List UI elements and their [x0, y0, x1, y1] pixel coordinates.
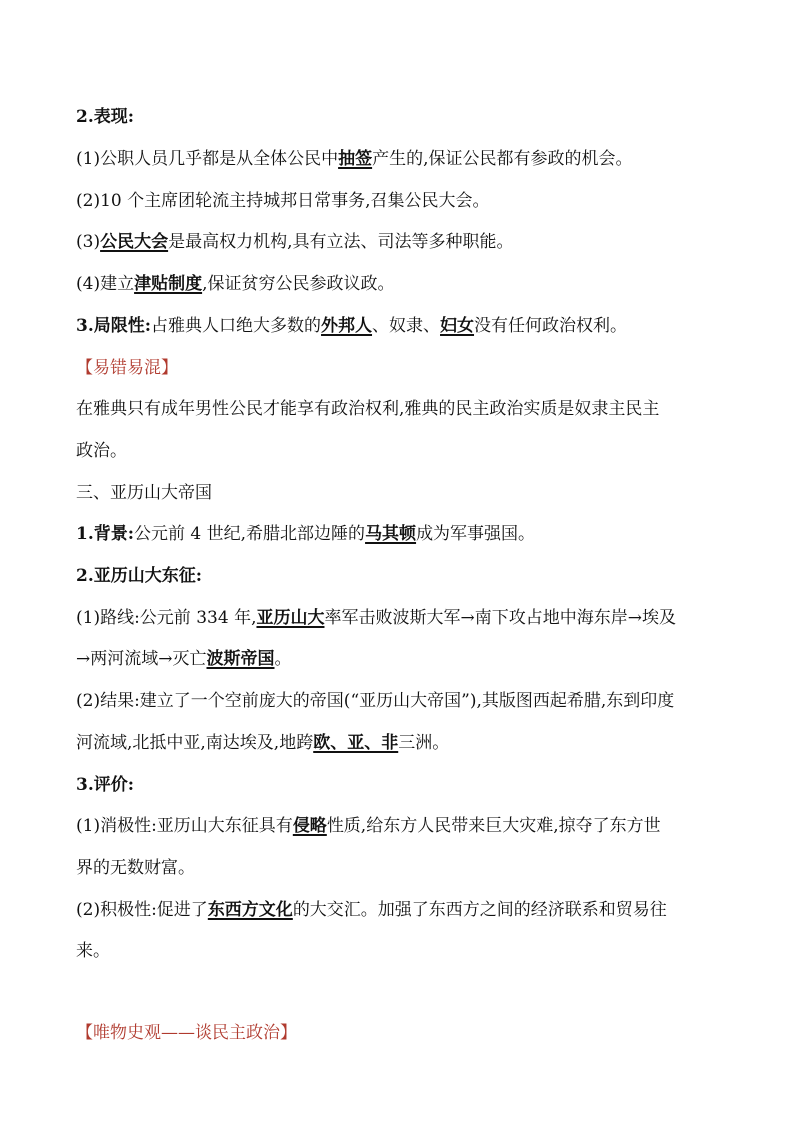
paragraph-limitation [76, 314, 627, 338]
sub-heading: 3.局限性: [76, 316, 152, 336]
tip-text-line-1: 在雅典只有成年男性公民才能享有政治权利,雅典的民主政治实质是奴隶主民主 [76, 399, 660, 419]
text: 成为军事强国。 [416, 524, 536, 544]
key-term: 东西方文化 [207, 900, 293, 920]
sub-heading-eastern-expedition: 2.亚历山大东征: [76, 566, 203, 586]
key-term: 欧、亚、非 [313, 733, 399, 753]
text: 河流域,北抵中亚,南达埃及,地跨 [76, 733, 314, 753]
text: (2)积极性:促进了 [76, 900, 208, 920]
text: ,保证贫穷公民参政议政。 [202, 274, 395, 294]
text: 产生的,保证公民都有参政的机会。 [372, 149, 633, 169]
text: (4)建立 [76, 274, 135, 294]
paragraph-3 [76, 230, 514, 254]
text: (1)公职人员几乎都是从全体公民中 [76, 149, 339, 169]
text: 。 [274, 649, 292, 669]
paragraph-positive [76, 898, 667, 922]
paragraph-route-cont [76, 647, 292, 671]
key-term: 马其顿 [365, 524, 417, 544]
paragraph-2: (2)10 个主席团轮流主持城邦日常事务,召集公民大会。 [76, 191, 490, 211]
paragraph-negative-cont: 界的无数财富。 [76, 858, 195, 878]
paragraph-result-cont [76, 731, 449, 755]
key-term: 外邦人 [321, 316, 373, 336]
key-term: 波斯帝国 [206, 649, 275, 669]
paragraph-1 [76, 147, 633, 171]
text: (1)消极性:亚历山大东征具有 [76, 816, 293, 836]
sub-heading: 1.背景: [76, 524, 135, 544]
key-term: 亚历山大 [256, 608, 325, 628]
text: 、奴隶、 [372, 316, 441, 336]
text: 性质,给东方人民带来巨大灾难,掠夺了东方世 [326, 816, 661, 836]
tip-text-line-2: 政治。 [76, 441, 127, 461]
text: (1)路线:公元前 334 年, [76, 608, 257, 628]
text: 占雅典人口绝大多数的 [151, 316, 322, 336]
text: 三洲。 [398, 733, 450, 753]
section-title-alexander-empire: 三、亚历山大帝国 [76, 483, 212, 503]
text: 是最高权力机构,具有立法、司法等多种职能。 [168, 232, 514, 252]
key-term: 侵略 [292, 816, 327, 836]
text: (3) [76, 232, 101, 252]
text: →两河流域→灭亡 [76, 649, 207, 669]
tip-title: 【易错易混】 [76, 358, 178, 378]
paragraph-result: (2)结果:建立了一个空前庞大的帝国(“亚历山大帝国”),其版图西起希腊,东到印度 [76, 691, 675, 711]
footer-section-title: 【唯物史观——谈民主政治】 [76, 1023, 297, 1043]
paragraph-background [76, 522, 535, 546]
text: 率军击败波斯大军→南下攻占地中海东岸→埃及 [324, 608, 676, 628]
text: 公元前 4 世纪,希腊北部边陲的 [134, 524, 366, 544]
paragraph-positive-cont: 来。 [76, 941, 110, 961]
text: 的大交汇。加强了东西方之间的经济联系和贸易往 [292, 900, 667, 920]
paragraph-route [76, 606, 676, 630]
paragraph-negative [76, 814, 661, 838]
text: 没有任何政治权利。 [474, 316, 628, 336]
key-term: 抽签 [338, 149, 373, 169]
sub-heading-evaluation: 3.评价: [76, 775, 135, 795]
key-term: 津贴制度 [134, 274, 203, 294]
key-term: 公民大会 [100, 232, 169, 252]
section-heading-performance: 2.表现: [76, 107, 135, 127]
key-term: 妇女 [440, 316, 475, 336]
paragraph-4 [76, 272, 395, 296]
